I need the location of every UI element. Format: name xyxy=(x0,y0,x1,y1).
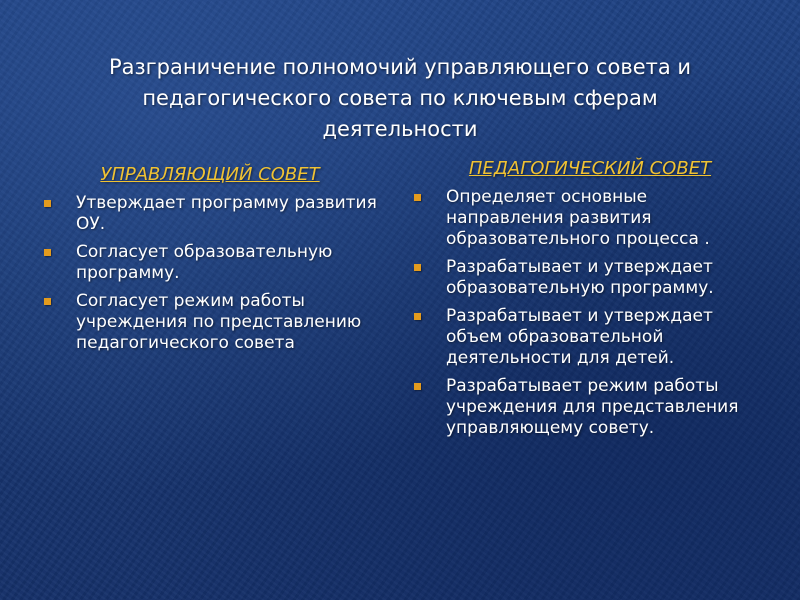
list-item xyxy=(410,376,770,439)
square-bullet-icon xyxy=(414,264,421,271)
list-item-text: Определяет основные направления развития образовательного процесса . xyxy=(446,187,710,249)
list-item-text: Согласует образовательную программу. xyxy=(76,242,333,283)
left-column-heading: УПРАВЛЯЮЩИЙ СОВЕТ xyxy=(100,164,320,185)
slide-title xyxy=(60,52,740,145)
list-item-text: Разрабатывает режим работы учреждения для представления управляющему совету. xyxy=(446,376,739,438)
list-item xyxy=(40,193,385,235)
left-column-list xyxy=(40,193,385,354)
left-column xyxy=(40,163,385,361)
square-bullet-icon xyxy=(414,383,421,390)
square-bullet-icon xyxy=(44,298,51,305)
right-column-list xyxy=(410,187,770,439)
title-line: педагогического совета по ключевым сферам xyxy=(142,86,658,110)
square-bullet-icon xyxy=(414,313,421,320)
list-item-text: Согласует режим работы учреждения по представлению педагогического совета xyxy=(76,291,362,353)
title-line: деятельности xyxy=(322,117,478,141)
right-column-heading: ПЕДАГОГИЧЕСКИЙ СОВЕТ xyxy=(468,158,712,179)
square-bullet-icon xyxy=(414,194,421,201)
list-item xyxy=(40,242,385,284)
list-item-text: Разрабатывает и утверждает образовательную программу. xyxy=(446,257,714,298)
list-item xyxy=(410,257,770,299)
list-item xyxy=(410,187,770,250)
list-item-text: Разрабатывает и утверждает объем образовательной деятельности для детей. xyxy=(446,306,713,368)
list-item-text: Утверждает программу развития ОУ. xyxy=(76,193,377,234)
title-line: Разграничение полномочий управляющего совета и xyxy=(108,55,692,79)
list-item xyxy=(40,291,385,354)
right-column xyxy=(410,157,770,446)
list-item xyxy=(410,306,770,369)
square-bullet-icon xyxy=(44,200,51,207)
square-bullet-icon xyxy=(44,249,51,256)
